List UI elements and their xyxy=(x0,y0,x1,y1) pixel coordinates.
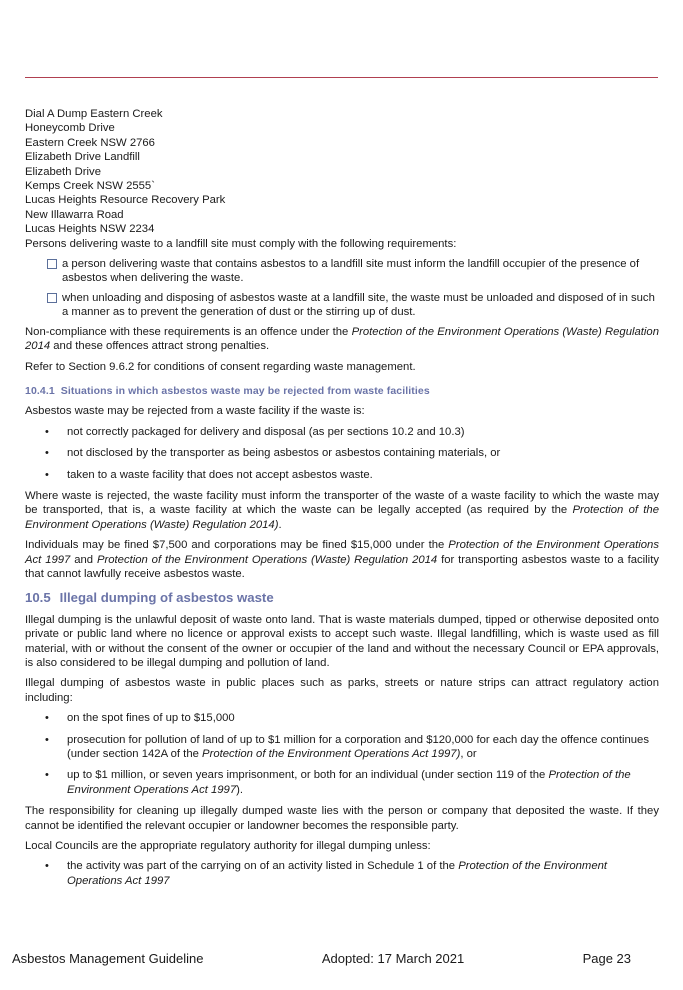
list-item xyxy=(25,468,659,482)
section-heading-10-4-1 xyxy=(25,384,659,398)
text-run: ). xyxy=(236,783,244,796)
act-reference: Protection of the Environment Operations Act 1997 xyxy=(25,539,659,566)
footer-page-number: Page 23 xyxy=(582,951,631,966)
address-block xyxy=(25,107,659,150)
refer-paragraph: Refer to Section 9.6.2 for conditions of consent regarding waste management. xyxy=(25,360,416,373)
document-body xyxy=(25,107,659,895)
address-line: Honeycomb Drive xyxy=(25,122,115,135)
address-line: Lucas Heights Resource Recovery Park xyxy=(25,194,226,207)
list-item xyxy=(25,257,659,286)
address-line: Dial A Dump Eastern Creek xyxy=(25,108,163,120)
address-line: Lucas Heights NSW 2234 xyxy=(25,223,155,236)
councils-list xyxy=(25,859,659,888)
list-item-text: on the spot fines of up to $15,000 xyxy=(67,712,235,725)
section-number: 10.4.1 xyxy=(25,384,55,397)
address-line: Kemps Creek NSW 2555` xyxy=(25,180,155,193)
bullet-icon: • xyxy=(45,769,49,782)
list-item xyxy=(25,733,659,762)
footer-adopted-date: Adopted: 17 March 2021 xyxy=(321,951,465,966)
text-run: up to $1 million, or seven years imprisonment, or both for an individual (under section 119 of the xyxy=(67,769,549,782)
councils-paragraph: Local Councils are the appropriate regulatory authority for illegal dumping unless: xyxy=(25,840,431,853)
fines-paragraph xyxy=(25,538,659,581)
text-run: Where waste is rejected, the waste facility must inform the transporter of the waste of a waste facility to which the waste may be transported, that is, a waste facility at which the waste can be legally accepted (as required by the xyxy=(25,489,659,517)
bullet-icon: • xyxy=(45,712,49,725)
act-reference: Protection of the Environment Operations (Waste) Regulation 2014 xyxy=(96,553,438,566)
address-line: Elizabeth Drive xyxy=(25,165,101,178)
text-run: the activity was part of the carrying on of an activity listed in Schedule 1 of the xyxy=(67,860,459,873)
address-block xyxy=(25,193,659,236)
penalties-list xyxy=(25,711,659,797)
list-item xyxy=(25,859,659,888)
bullet-icon: • xyxy=(45,447,49,460)
address-line: Eastern Creek NSW 2766 xyxy=(25,136,155,149)
section-heading-10-5 xyxy=(25,591,659,605)
where-rejected-paragraph xyxy=(25,489,659,532)
checkbox-icon xyxy=(47,293,57,303)
section-title: Illegal dumping of asbestos waste xyxy=(59,590,274,606)
illegal-public-paragraph: Illegal dumping of asbestos waste in public places such as parks, streets or nature strips can attract regulatory action including: xyxy=(25,677,659,704)
noncompliance-paragraph xyxy=(25,325,659,354)
text-run: and xyxy=(70,553,97,566)
address-block xyxy=(25,150,659,193)
bullet-icon: • xyxy=(45,733,49,746)
responsibility-paragraph: The responsibility for cleaning up illegally dumped waste lies with the person or company that deposited the waste. If they cannot be identified the relevant occupier or landowner becomes the responsible party. xyxy=(25,805,659,832)
bullet-icon: • xyxy=(45,468,49,481)
rejected-intro: Asbestos waste may be rejected from a waste facility if the waste is: xyxy=(25,405,365,418)
text-run: Individuals may be fined $7,500 and corporations may be fined $15,000 under the xyxy=(25,539,449,552)
list-item xyxy=(25,425,659,439)
section-title: Situations in which asbestos waste may be rejected from waste facilities xyxy=(60,384,430,397)
list-item-text: taken to a waste facility that does not accept asbestos waste. xyxy=(67,468,373,481)
list-item-text: not disclosed by the transporter as being asbestos or asbestos containing materials, or xyxy=(67,447,501,460)
list-item-text: when unloading and disposing of asbestos waste at a landfill site, the waste must be unloaded and disposed of in such a manner as to prevent the generation of dust or the stirring up of dust. xyxy=(62,291,655,319)
list-item xyxy=(25,291,659,320)
list-item xyxy=(25,711,659,725)
act-reference: Protection of the Environment Operations Act 1997 xyxy=(67,860,608,887)
act-reference: Protection of the Environment Operations Act 1997) xyxy=(202,748,461,761)
checkbox-icon xyxy=(47,259,57,269)
page-footer xyxy=(12,951,631,966)
requirements-list xyxy=(25,257,659,320)
requirements-intro: Persons delivering waste to a landfill site must comply with the following requirements: xyxy=(25,237,457,250)
rejected-list xyxy=(25,425,659,482)
section-number: 10.5 xyxy=(25,590,51,606)
header-rule xyxy=(25,77,658,78)
list-item xyxy=(25,446,659,460)
text-run: , or xyxy=(460,748,477,761)
act-reference: Protection of the Environment Operations Act 1997 xyxy=(67,769,631,796)
bullet-icon: • xyxy=(45,425,49,438)
address-line: Elizabeth Drive Landfill xyxy=(25,151,140,164)
text-run: Non-compliance with these requirements is an offence under the xyxy=(25,325,352,338)
illegal-dumping-definition: Illegal dumping is the unlawful deposit of waste onto land. That is waste materials dumped, tipped or otherwise deposited onto private or public land where no licence or approval exists to accept such waste. Illegal landfilling, which is waste used as fill material, with or without the consent of the owner or occupier of the land and without the necessary Council or EPA approvals, is also considered to be illegal dumping and pollution of land. xyxy=(25,613,659,669)
text-run: . xyxy=(278,518,282,531)
act-reference: Protection of the Environment Operations (Waste) Regulation 2014) xyxy=(25,504,659,531)
text-run: prosecution for pollution of land of up to $1 million for a corporation and $120,000 for each day the offence continues (under section 142A of the xyxy=(67,733,649,761)
list-item-text: not correctly packaged for delivery and disposal (as per sections 10.2 and 10.3) xyxy=(67,425,465,438)
address-line: New Illawarra Road xyxy=(25,208,124,221)
list-item xyxy=(25,768,659,797)
act-reference: Protection of the Environment Operations (Waste) Regulation 2014 xyxy=(25,325,660,353)
text-run: and these offences attract strong penalties. xyxy=(50,340,270,353)
footer-document-title: Asbestos Management Guideline xyxy=(12,951,204,966)
list-item-text: a person delivering waste that contains asbestos to a landfill site must inform the landfill occupier of the presence of asbestos when delivering the waste. xyxy=(62,258,640,285)
bullet-icon: • xyxy=(45,860,49,873)
text-run: for transporting asbestos waste to a facility that cannot lawfully receive asbestos waste. xyxy=(25,553,659,580)
